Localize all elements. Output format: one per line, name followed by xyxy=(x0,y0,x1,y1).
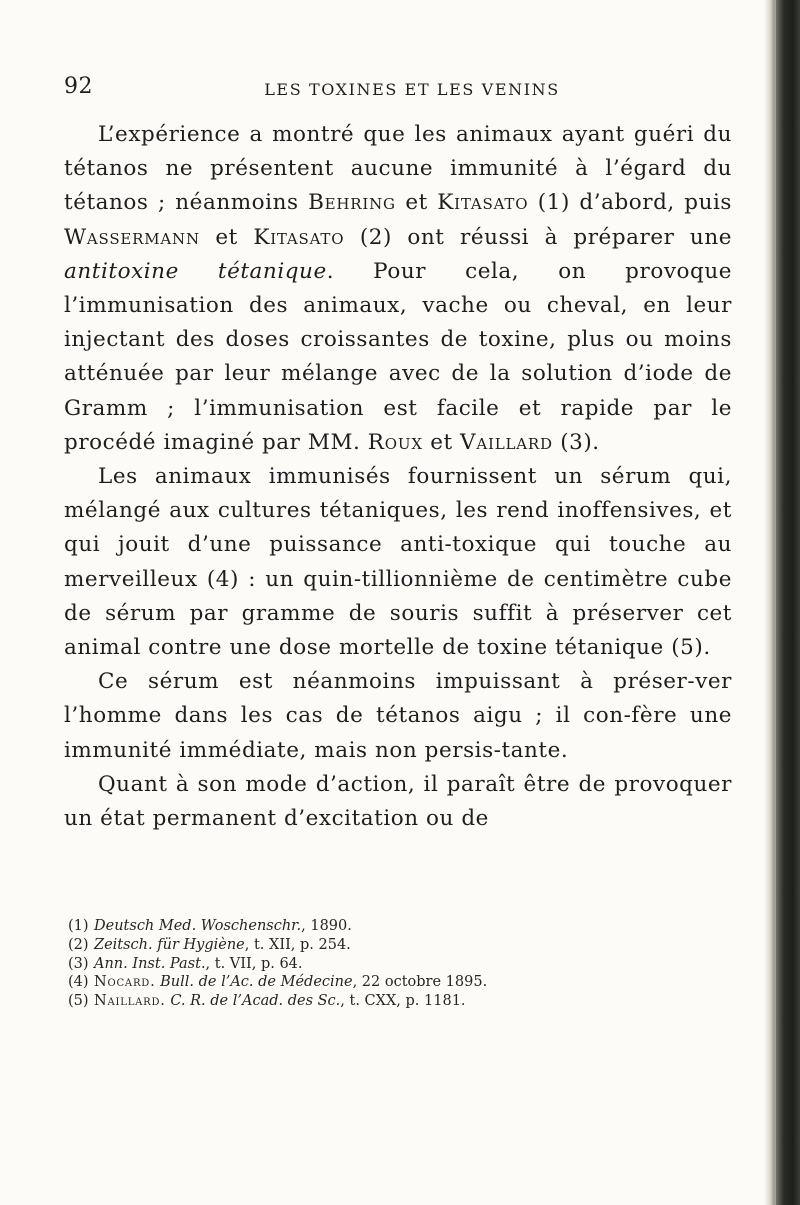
footnote-1: (1) Deutsch Med. Woschenschr., 1890. xyxy=(68,918,352,934)
paragraph-1: L’expérience a montré que les animaux ayant guéri du tétanos ne présentent aucune immunité à l’égard du tétanos ; néanmoins Behring et Kitasato (1) d’abord, puis Wassermann et Kitasato (2) ont réussi à préparer une antitoxine tétanique. Pour cela, on provoque l’immunisation des animaux, vache ou cheval, en leur injectant des doses croissantes de toxine, plus ou moins atténuée par leur mélange avec de la solution d’iode de Gramm ; l’immunisation est facile et rapide par le procédé imaginé par MM. Roux et Vaillard (3). xyxy=(64,122,733,455)
page-number: 92 xyxy=(64,74,93,99)
footnote-4: (4) Nocard. Bull. de l’Ac. de Médecine, 22 octobre 1895. xyxy=(68,974,488,991)
author-vaillard: Vaillard xyxy=(460,429,553,455)
paragraph-4: Quant à son mode d’action, il paraît être de provoquer un état permanent d’excitation ou de xyxy=(64,771,732,832)
author-kitasato: Kitasato xyxy=(253,224,345,250)
footnote-5: (5) Naillard. C. R. de l’Acad. des Sc., t. CXX, p. 1181. xyxy=(68,993,466,1010)
term-antitoxine-tetanique: antitoxine tétanique xyxy=(64,258,327,284)
page-edge-line xyxy=(774,0,776,1205)
body-text xyxy=(64,118,732,836)
author-behring: Behring xyxy=(308,190,396,216)
footnotes xyxy=(64,917,744,1011)
author-wassermann: Wassermann xyxy=(64,224,200,250)
page-edge-shadow xyxy=(764,0,800,1205)
author-kitasato: Kitasato xyxy=(437,190,529,216)
author-roux: Roux xyxy=(367,429,423,455)
running-title: LES TOXINES ET LES VENINS xyxy=(264,80,560,99)
footnote-3: (3) Ann. Inst. Past., t. VII, p. 64. xyxy=(68,955,303,972)
paragraph-2: Les animaux immunisés fournissent un sérum qui, mélangé aux cultures tétaniques, les rend inoffensives, et qui jouit d’une puissance anti-toxique qui touche au merveilleux (4) : un quin-tillionnième de centimètre cube de sérum par gramme de souris suffit à préserver cet animal contre une dose mortelle de toxine tétanique (5). xyxy=(64,464,732,661)
page-header xyxy=(64,74,744,104)
footnote-2: (2) Zeitsch. für Hygiène, t. XII, p. 254. xyxy=(68,936,351,953)
paragraph-3: Ce sérum est néanmoins impuissant à préser-ver l’homme dans les cas de tétanos aigu ; il con-fère une immunité immédiate, mais non persis-tante. xyxy=(64,669,732,763)
